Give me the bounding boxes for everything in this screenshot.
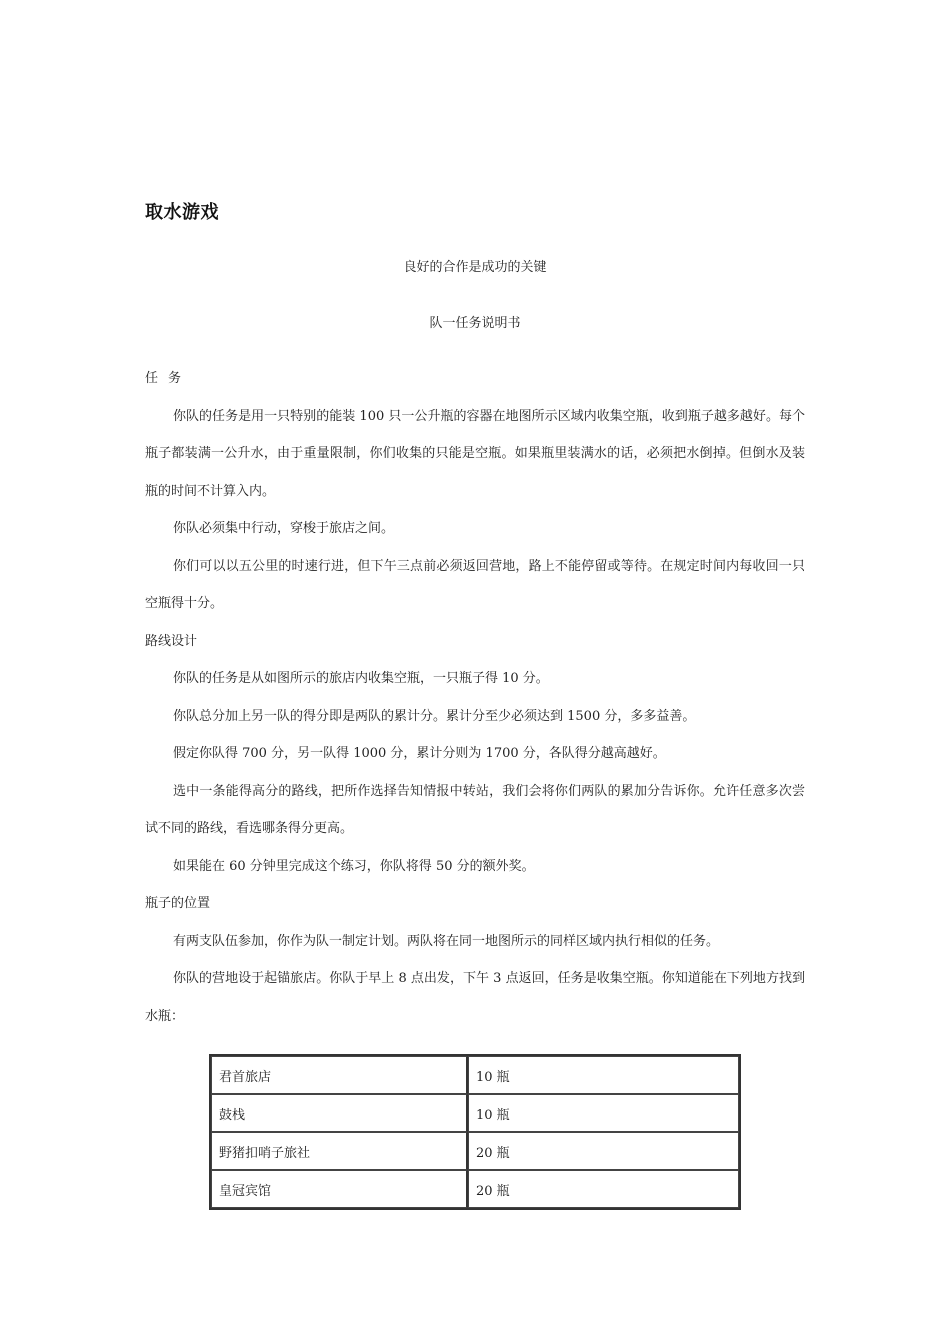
paragraph: 如果能在 60 分钟里完成这个练习，你队将得 50 分的额外奖。 xyxy=(173,858,535,874)
paragraph: 你队的任务是用一只特别的能装 100 只一公升瓶的容器在地图所示区域内收集空瓶，收到瓶子越多越好。每个瓶子都装满一公升水，由于重量限制，你们收集的只能是空瓶。如果瓶里装满水的话，必须把水倒掉。但倒水及装瓶的时间不计算入内。 xyxy=(145,408,805,499)
subtitle-motto: 良好的合作是成功的关键 xyxy=(403,260,547,275)
table-cell-place: 君首旅店 xyxy=(211,1056,468,1094)
table-cell-count: 10 瓶 xyxy=(468,1094,739,1132)
table-row xyxy=(211,1056,739,1094)
table-cell-place: 野猪扣哨子旅社 xyxy=(211,1132,468,1170)
section-heading-bottle-location: 瓶子的位置 xyxy=(145,896,211,911)
section-heading-route: 路线设计 xyxy=(145,633,198,649)
table-row xyxy=(211,1094,739,1132)
paragraph: 你队总分加上另一队的得分即是两队的累计分。累计分至少必须达到 1500 分，多多益善。 xyxy=(173,708,696,724)
paragraph: 选中一条能得高分的路线，把所作选择告知情报中转站，我们会将你们两队的累加分告诉你。允许任意多次尝试不同的路线，看选哪条得分更高。 xyxy=(145,783,805,836)
table-row xyxy=(211,1132,739,1170)
paragraph: 有两支队伍参加，你作为队一制定计划。两队将在同一地图所示的同样区域内执行相似的任务。 xyxy=(173,933,720,949)
paragraph: 假定你队得 700 分，另一队得 1000 分，累计分则为 1700 分，各队得分越高越好。 xyxy=(173,746,666,761)
paragraph: 你队的营地设于起锚旅店。你队于早上 8 点出发，下午 3 点返回，任务是收集空瓶。你知道能在下列地方找到水瓶： xyxy=(145,971,805,1024)
subtitle-task-sheet: 队一任务说明书 xyxy=(429,316,521,331)
table-cell-count: 10 瓶 xyxy=(468,1056,739,1094)
paragraph: 你队必须集中行动，穿梭于旅店之间。 xyxy=(173,521,395,536)
table-cell-place: 鼓栈 xyxy=(211,1094,468,1132)
document-title: 取水游戏 xyxy=(145,202,219,223)
paragraph: 你们可以以五公里的时速行进，但下午三点前必须返回营地，路上不能停留或等待。在规定时间内每收回一只空瓶得十分。 xyxy=(145,558,805,611)
table-row xyxy=(211,1170,739,1208)
table-cell-count: 20 瓶 xyxy=(468,1132,739,1170)
table-cell-place: 皇冠宾馆 xyxy=(211,1170,468,1208)
section-heading-task: 任务 xyxy=(145,371,192,386)
section-task xyxy=(145,360,805,1035)
bottle-table xyxy=(209,1054,741,1210)
paragraph: 你队的任务是从如图所示的旅店内收集空瓶，一只瓶子得 10 分。 xyxy=(173,671,549,686)
table-cell-count: 20 瓶 xyxy=(468,1170,739,1208)
